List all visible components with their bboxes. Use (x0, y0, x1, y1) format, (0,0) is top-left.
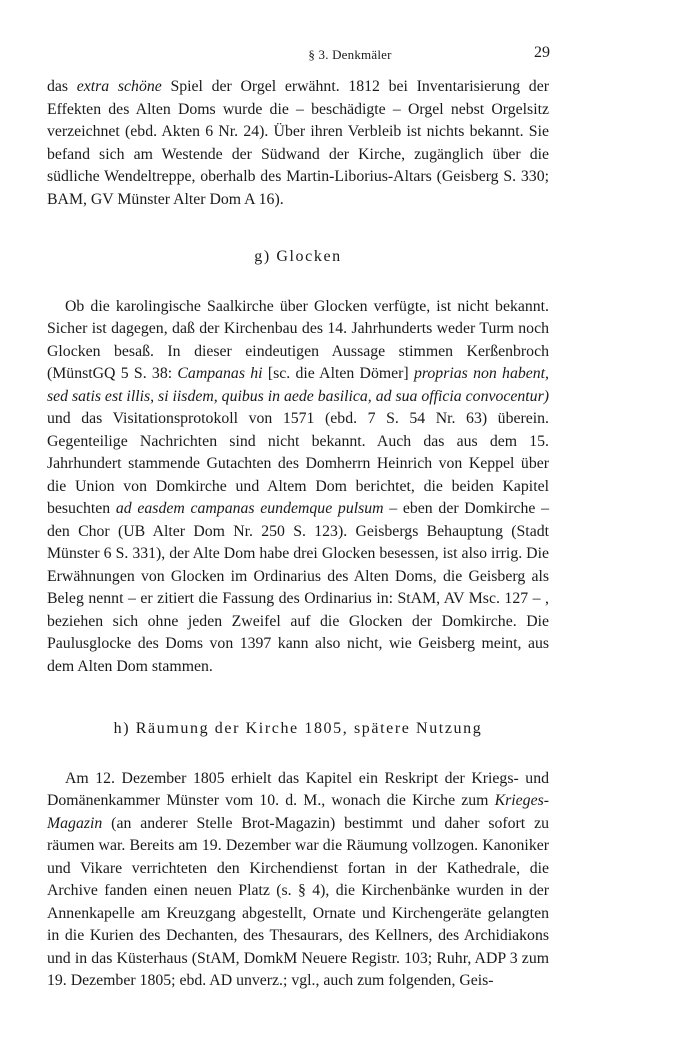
italic-run: proprias non habent, sed satis est illis, si iisdem, quibus in aede basilica, ad sua officia convocentur) (47, 365, 549, 405)
italic-run: ad easdem campanas eundemque pulsum (115, 500, 384, 517)
text-run: Am 12. Dezember 1805 erhielt das Kapitel ein Reskript der Kriegs- und Domänenkammer Münster vom 10. d. M., wonach die Kirche zum (47, 769, 549, 809)
text-run: Ob die karolingische Saalkirche über Glocken verfügte, ist nicht bekannt. Sicher ist dagegen, daß der Kirchenbau des 14. Jahrhunderts weder Turm noch Glocken besaß. In dieser eindeutigen Aussage stimmen Kerßenbroch (MünstGQ 5 S. 38: (47, 297, 549, 382)
italic-run: extra schöne (76, 78, 162, 95)
paragraph-clearing (47, 768, 549, 993)
italic-run: Krieges-Magazin (47, 792, 549, 832)
section-heading-bells: g) Glocken (254, 248, 342, 265)
text-run: Spiel der Orgel erwähnt. 1812 bei Inventarisierung der Effekten des Alten Doms wurde die – beschädigte – Orgel nebst Orgelsitz verzeichnet (ebd. Akten 6 Nr. 24). Über ihren Verbleib ist nichts bekannt. Sie befand sich am Westende der Südwand der Kirche, zugänglich über die südliche Wendeltreppe, oberhalb des Martin-Liborius-Altars (Geisberg S. 330; BAM, GV Münster Alter Dom A 16). (47, 78, 549, 208)
italic-run: Campanas hi (177, 365, 263, 382)
text-run: [sc. die Alten Dömer] (262, 365, 414, 382)
section-heading-clearing: h) Räumung der Kirche 1805, spätere Nutzung (113, 720, 483, 737)
page-number: 29 (534, 44, 550, 61)
text-run: das (47, 78, 77, 95)
paragraph-bells (47, 296, 549, 679)
body-text (47, 76, 549, 993)
running-title: § 3. Denkmäler (308, 47, 392, 62)
text-run: (an anderer Stelle Brot-Magazin) bestimmt und daher sofort zu räumen war. Bereits am 19. Dezember war die Räumung vollzogen. Kanoniker und Vikare verrichteten den Kirchendienst fortan in der Kathedrale, die Archive fanden einen neuen Platz (s. § 4), die Kirchenbänke wurden in der Annenkapelle am Kreuzgang abgestellt, Ornate und Kirchengeräte gelangten in die Kurien des Dechanten, des Thesaurars, des Kellners, des Archidiakons und in das Küsterhaus (StAM, DomkM Neuere Registr. 103; Ruhr, ADP 3 zum 19. Dezember 1805; ebd. AD unverz.; vgl., auch zum folgenden, Geis- (47, 814, 549, 989)
paragraph-organ (47, 76, 549, 211)
text-run: – eben der Domkirche – den Chor (UB Alter Dom Nr. 250 S. 123). Geisbergs Behauptung (Stadt Münster 6 S. 331), der Alte Dom habe drei Glocken besessen, ist also irrig. Die Erwähnungen von Glocken im Ordinarius des Alten Doms, die Geisberg als Beleg nennt – er zitiert die Fassung des Ordinarius in: StAM, AV Msc. 127 – , beziehen sich ohne jeden Zweifel auf die Glocken der Domkirche. Die Paulusglocke des Doms von 1397 kann also nicht, wie Geisberg meint, aus dem Alten Dom stammen. (47, 500, 549, 675)
text-run: und das Visitationsprotokoll von 1571 (ebd. 7 S. 54 Nr. 63) überein. Gegenteilige Nachrichten sind nicht bekannt. Auch das aus dem 15. Jahrhundert stammende Gutachten des Domherrn Heinrich von Keppel über die Union von Domkirche und Altem Dom berichtet, die beiden Kapitel besuchten (47, 410, 549, 517)
